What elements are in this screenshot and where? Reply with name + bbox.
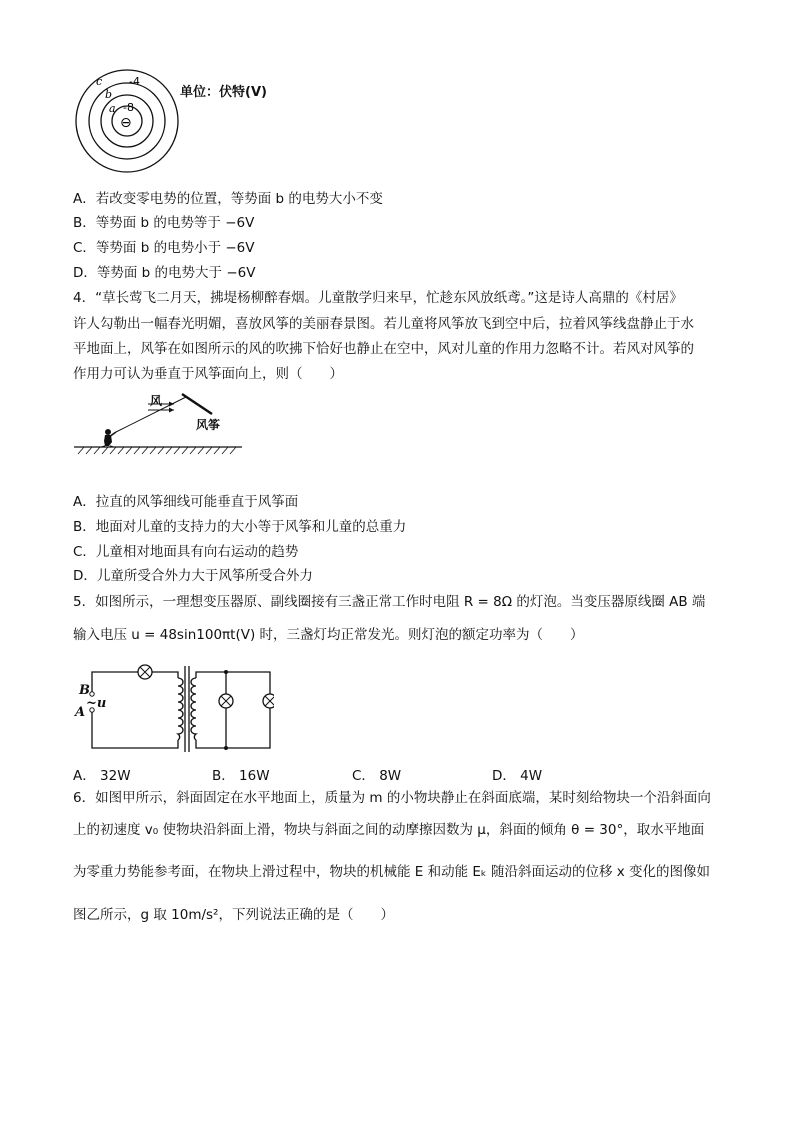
secondary-coil [191, 678, 196, 740]
unit-label: 单位：伏特(V) [180, 85, 267, 100]
kite-label: 风筝 [196, 418, 221, 432]
primary-coil [178, 678, 183, 740]
junction-dot-top [224, 670, 228, 674]
secondary-wire [196, 672, 270, 748]
label-v-outer: -4 [129, 75, 140, 88]
q4-option-c: C．儿童相对地面具有向右运动的趋势 [73, 544, 299, 560]
kite-body [182, 394, 212, 414]
label-a: a [109, 102, 116, 115]
wind-label: 风 [150, 394, 163, 408]
charge-symbol: ⊖ [120, 115, 132, 131]
terminal-a-label: A [75, 705, 86, 720]
primary-wire-top-right [152, 672, 178, 678]
lamp-3 [263, 694, 274, 708]
q6-stem-line-4: 图乙所示，g 取 10m/s²，下列说法正确的是（ ） [73, 907, 394, 923]
label-c: c [96, 75, 103, 88]
q5-option-c: C． 8W [352, 768, 402, 784]
voltage-u-label: ~u [86, 696, 107, 711]
q4-stem-line-3: 平地面上，风筝在如图所示的风的吹拂下恰好也静止在空中，风对儿童的作用力忽略不计。若风对风筝的 [73, 341, 694, 357]
q5-option-a: A． 32W [73, 768, 131, 784]
wind-arrowhead-upper [169, 402, 174, 407]
q3-option-b: B．等势面 b 的电势等于 −6V [73, 215, 255, 231]
junction-dot-bottom [224, 746, 228, 750]
q4-stem-line-2: 许人勾勒出一幅春光明媚，喜放风筝的美丽春景图。若儿童将风筝放飞到空中后，拉着风筝线盘静止于水 [73, 316, 694, 332]
label-v-inner: -8 [123, 101, 134, 114]
q6-stem-line-3: 为零重力势能参考面，在物块上滑过程中，物块的机械能 E 和动能 Eₖ 随沿斜面运动的位移 x 变化的图像如 [73, 864, 711, 880]
q4-option-d: D．儿童所受合外力大于风筝所受合外力 [73, 568, 313, 584]
terminal-b-label: B [79, 683, 90, 698]
q3-option-a: A．若改变零电势的位置，等势面 b 的电势大小不变 [73, 191, 383, 207]
q6-stem-line-1: 6．如图甲所示，斜面固定在水平地面上，质量为 m 的小物块静止在斜面底端，某时刻给物块一个沿斜面向 [73, 790, 711, 806]
q5-stem-line-2: 输入电压 u = 48sin100πt(V) 时，三盏灯均正常发光。则灯泡的额定功率为（ ） [73, 627, 584, 643]
q4-option-b: B．地面对儿童的支持力的大小等于风筝和儿童的总重力 [73, 519, 407, 535]
q5-stem-line-1: 5．如图所示，一理想变压器原、副线圈接有三盏正常工作时电阻 R = 8Ω 的灯泡。当变压器原线圈 AB 端 [73, 594, 706, 610]
label-b: b [105, 88, 113, 101]
q4-option-a: A．拉直的风筝细线可能垂直于风筝面 [73, 494, 299, 510]
ground-hatching [78, 447, 236, 454]
equipotential-figure [74, 68, 180, 174]
child-figure [102, 429, 116, 447]
q6-stem-line-2: 上的初速度 v₀ 使物块沿斜面上滑，物块与斜面之间的动摩擦因数为 μ，斜面的倾角 θ = 30°，取水平地面 [73, 822, 705, 838]
q4-stem-line-4: 作用力可认为垂直于风筝面向上，则（ ） [73, 366, 343, 382]
q5-option-b: B． 16W [212, 768, 270, 784]
primary-wire-bottom [92, 712, 178, 748]
wind-arrowhead-lower [169, 408, 174, 413]
q5-option-d: D． 4W [492, 768, 543, 784]
q4-stem-line-1: 4．“草长莺飞二月天，拂堤杨柳醉春烟。儿童散学归来早，忙趁东风放纸鸢。”这是诗人高鼎的《村居》 [73, 290, 683, 306]
q3-option-d: D．等势面 b 的电势大于 −6V [73, 265, 256, 281]
primary-wire-top [92, 672, 138, 692]
q3-option-c: C．等势面 b 的电势小于 −6V [73, 240, 255, 256]
